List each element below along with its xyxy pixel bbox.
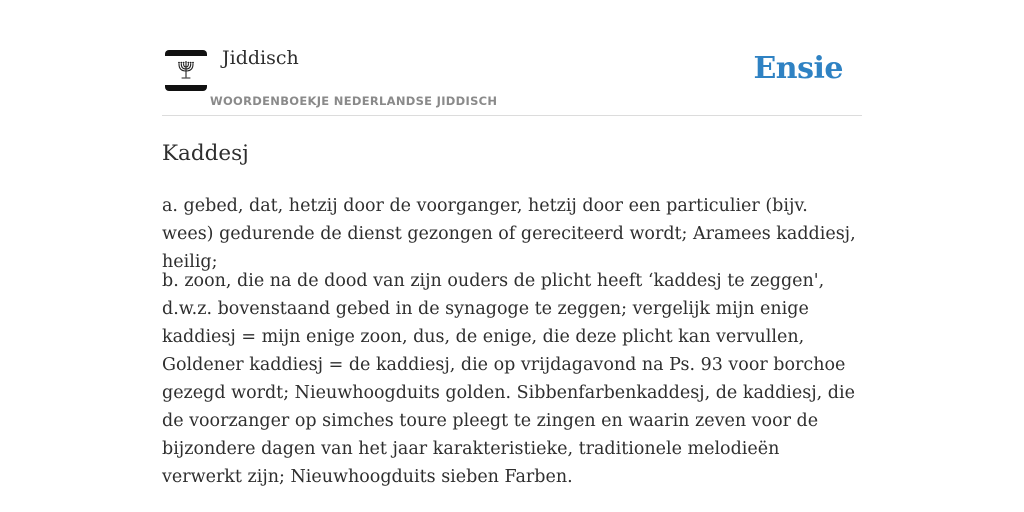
dictionary-subtitle: WOORDENBOEKJE NEDERLANDSE JIDDISCH: [210, 94, 498, 108]
definition-b: b. zoon, die na de dood van zijn ouders de plicht heeft ‘kaddesj te zeggen', d.w.z. bovenstaand gebed in de synagoge te zeggen; vergelijk mijn enige kaddiesj = mijn enige zoon, dus, de enige, die deze plicht kan vervullen, Goldener kaddiesj = de kaddiesj, die op vrijdagavond na Ps. 93 voor borchoe gezegd wordt; Nieuwhoogduits golden. Sibbenfarbenkaddesj, de kaddiesj, die de voorzanger op simches toure pleegt te zingen en waarin zeven voor de bijzondere dagen van het jaar karakteristieke, traditionele melodieën verwerkt zijn; Nieuwhoogduits sieben Farben.: [162, 271, 855, 487]
dictionary-title[interactable]: Jiddisch: [222, 47, 299, 69]
dictionary-header: [162, 0, 862, 116]
definition-a: a. gebed, dat, hetzij door de voorganger, hetzij door een particulier (bijv. wees) gedurende de dienst gezongen of gereciteerd wordt; Aramees kaddiesj, heilig;: [162, 196, 856, 272]
menorah-icon[interactable]: [165, 50, 207, 91]
ensie-logo[interactable]: Ensie: [753, 51, 843, 86]
dictionary-card: [162, 0, 862, 512]
entry-title: Kaddesj: [162, 141, 249, 166]
